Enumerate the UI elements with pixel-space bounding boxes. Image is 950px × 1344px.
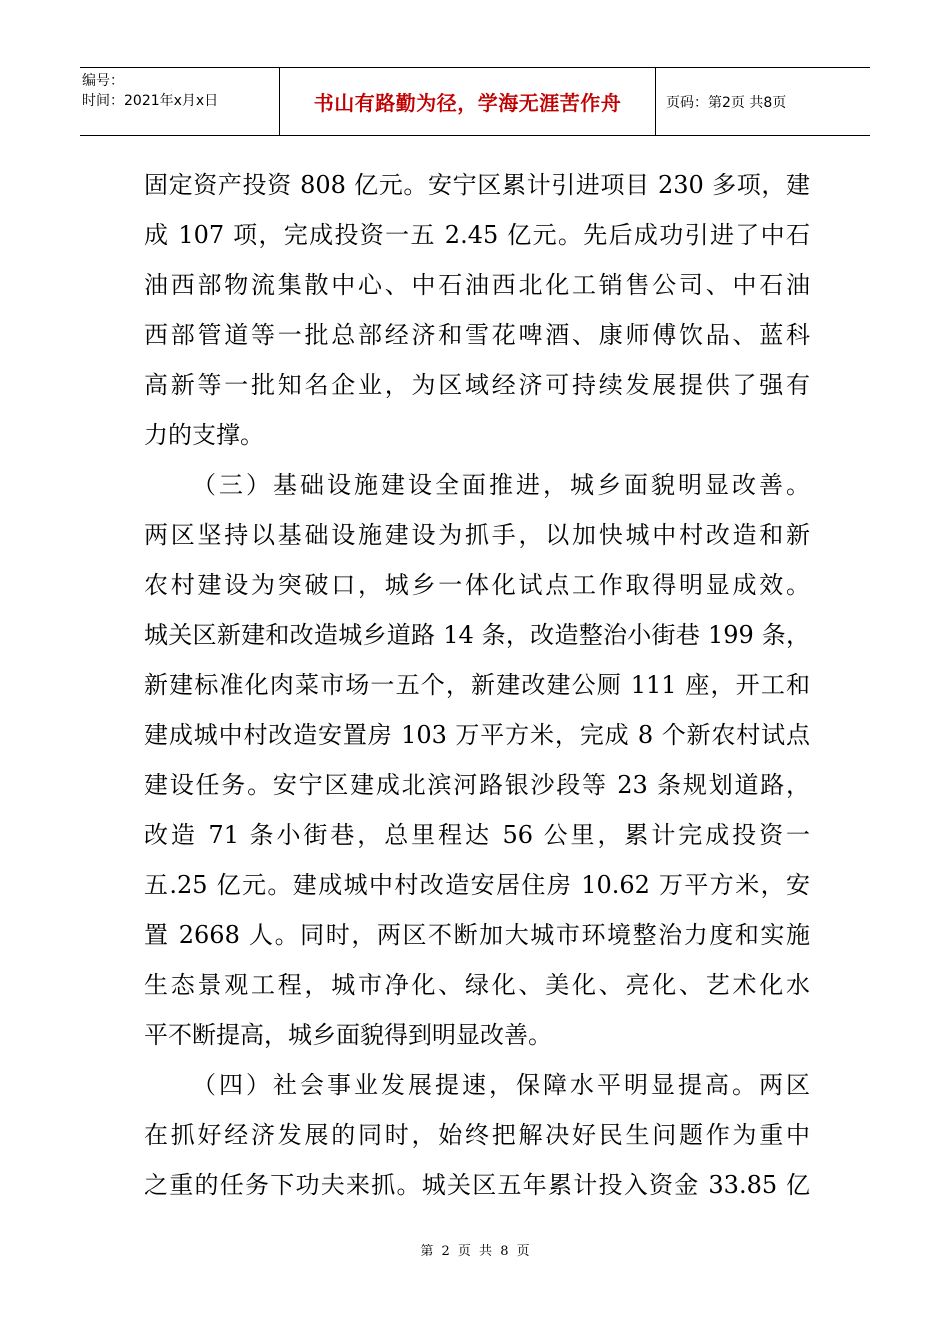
text-line: 置 2668 人。同时，两区不断加大城市环境整治力度和实施 [144,921,810,949]
section-heading-line: （三）基础设施建设全面推进，城乡面貌明显改善。 [192,471,810,499]
document-number-label: 编号： [82,73,124,89]
text-line: 建成城中村改造安置房 103 万平方米，完成 8 个新农村试点 [144,721,810,749]
text-line: 新建标准化肉菜市场一五个，新建改建公厕 111 座，开工和 [144,671,810,699]
text-line: 西部管道等一批总部经济和雪花啤酒、康师傅饮品、蓝科 [144,321,810,349]
text-line: 油西部物流集散中心、中石油西北化工销售公司、中石油 [144,271,810,299]
text-line: 固定资产投资 808 亿元。安宁区累计引进项目 230 多项，建 [144,171,810,199]
text-line: 生态景观工程，城市净化、绿化、美化、亮化、艺术化水 [144,971,810,999]
document-time-label: 时间：2021年x月x日 [82,93,219,109]
text-line: 之重的任务下功夫来抓。城关区五年累计投入资金 33.85 亿 [144,1171,810,1199]
page-header [80,67,870,136]
text-line: 成 107 项，完成投资一五 2.45 亿元。先后成功引进了中石 [144,221,810,249]
text-line: 高新等一批知名企业，为区域经济可持续发展提供了强有 [144,371,810,399]
text-line: 城关区新建和改造城乡道路 14 条，改造整治小街巷 199 条， [144,621,810,649]
page-footer: 第 2 页 共 8 页 [420,1244,530,1259]
document-body [144,160,810,1210]
header-meta [80,68,280,135]
text-line: 建设任务。安宁区建成北滨河路银沙段等 23 条规划道路， [144,771,810,799]
section-heading-line: （四）社会事业发展提速，保障水平明显提高。两区 [192,1071,810,1099]
text-line: 力的支撑。 [144,421,264,449]
text-line: 改造 71 条小街巷，总里程达 56 公里，累计完成投资一 [144,821,810,849]
text-line: 平不断提高，城乡面貌得到明显改善。 [144,1021,552,1049]
text-line: 五.25 亿元。建成城中村改造安居住房 10.62 万平方米，安 [144,871,810,899]
header-page-code: 页码：第2页 共8页 [666,94,787,111]
text-line: 在抓好经济发展的同时，始终把解决好民生问题作为重中 [144,1121,810,1149]
header-motto: 书山有路勤为径，学海无涯苦作舟 [280,68,656,135]
text-line: 农村建设为突破口，城乡一体化试点工作取得明显成效。 [144,571,810,599]
text-line: 两区坚持以基础设施建设为抓手，以加快城中村改造和新 [144,521,810,549]
